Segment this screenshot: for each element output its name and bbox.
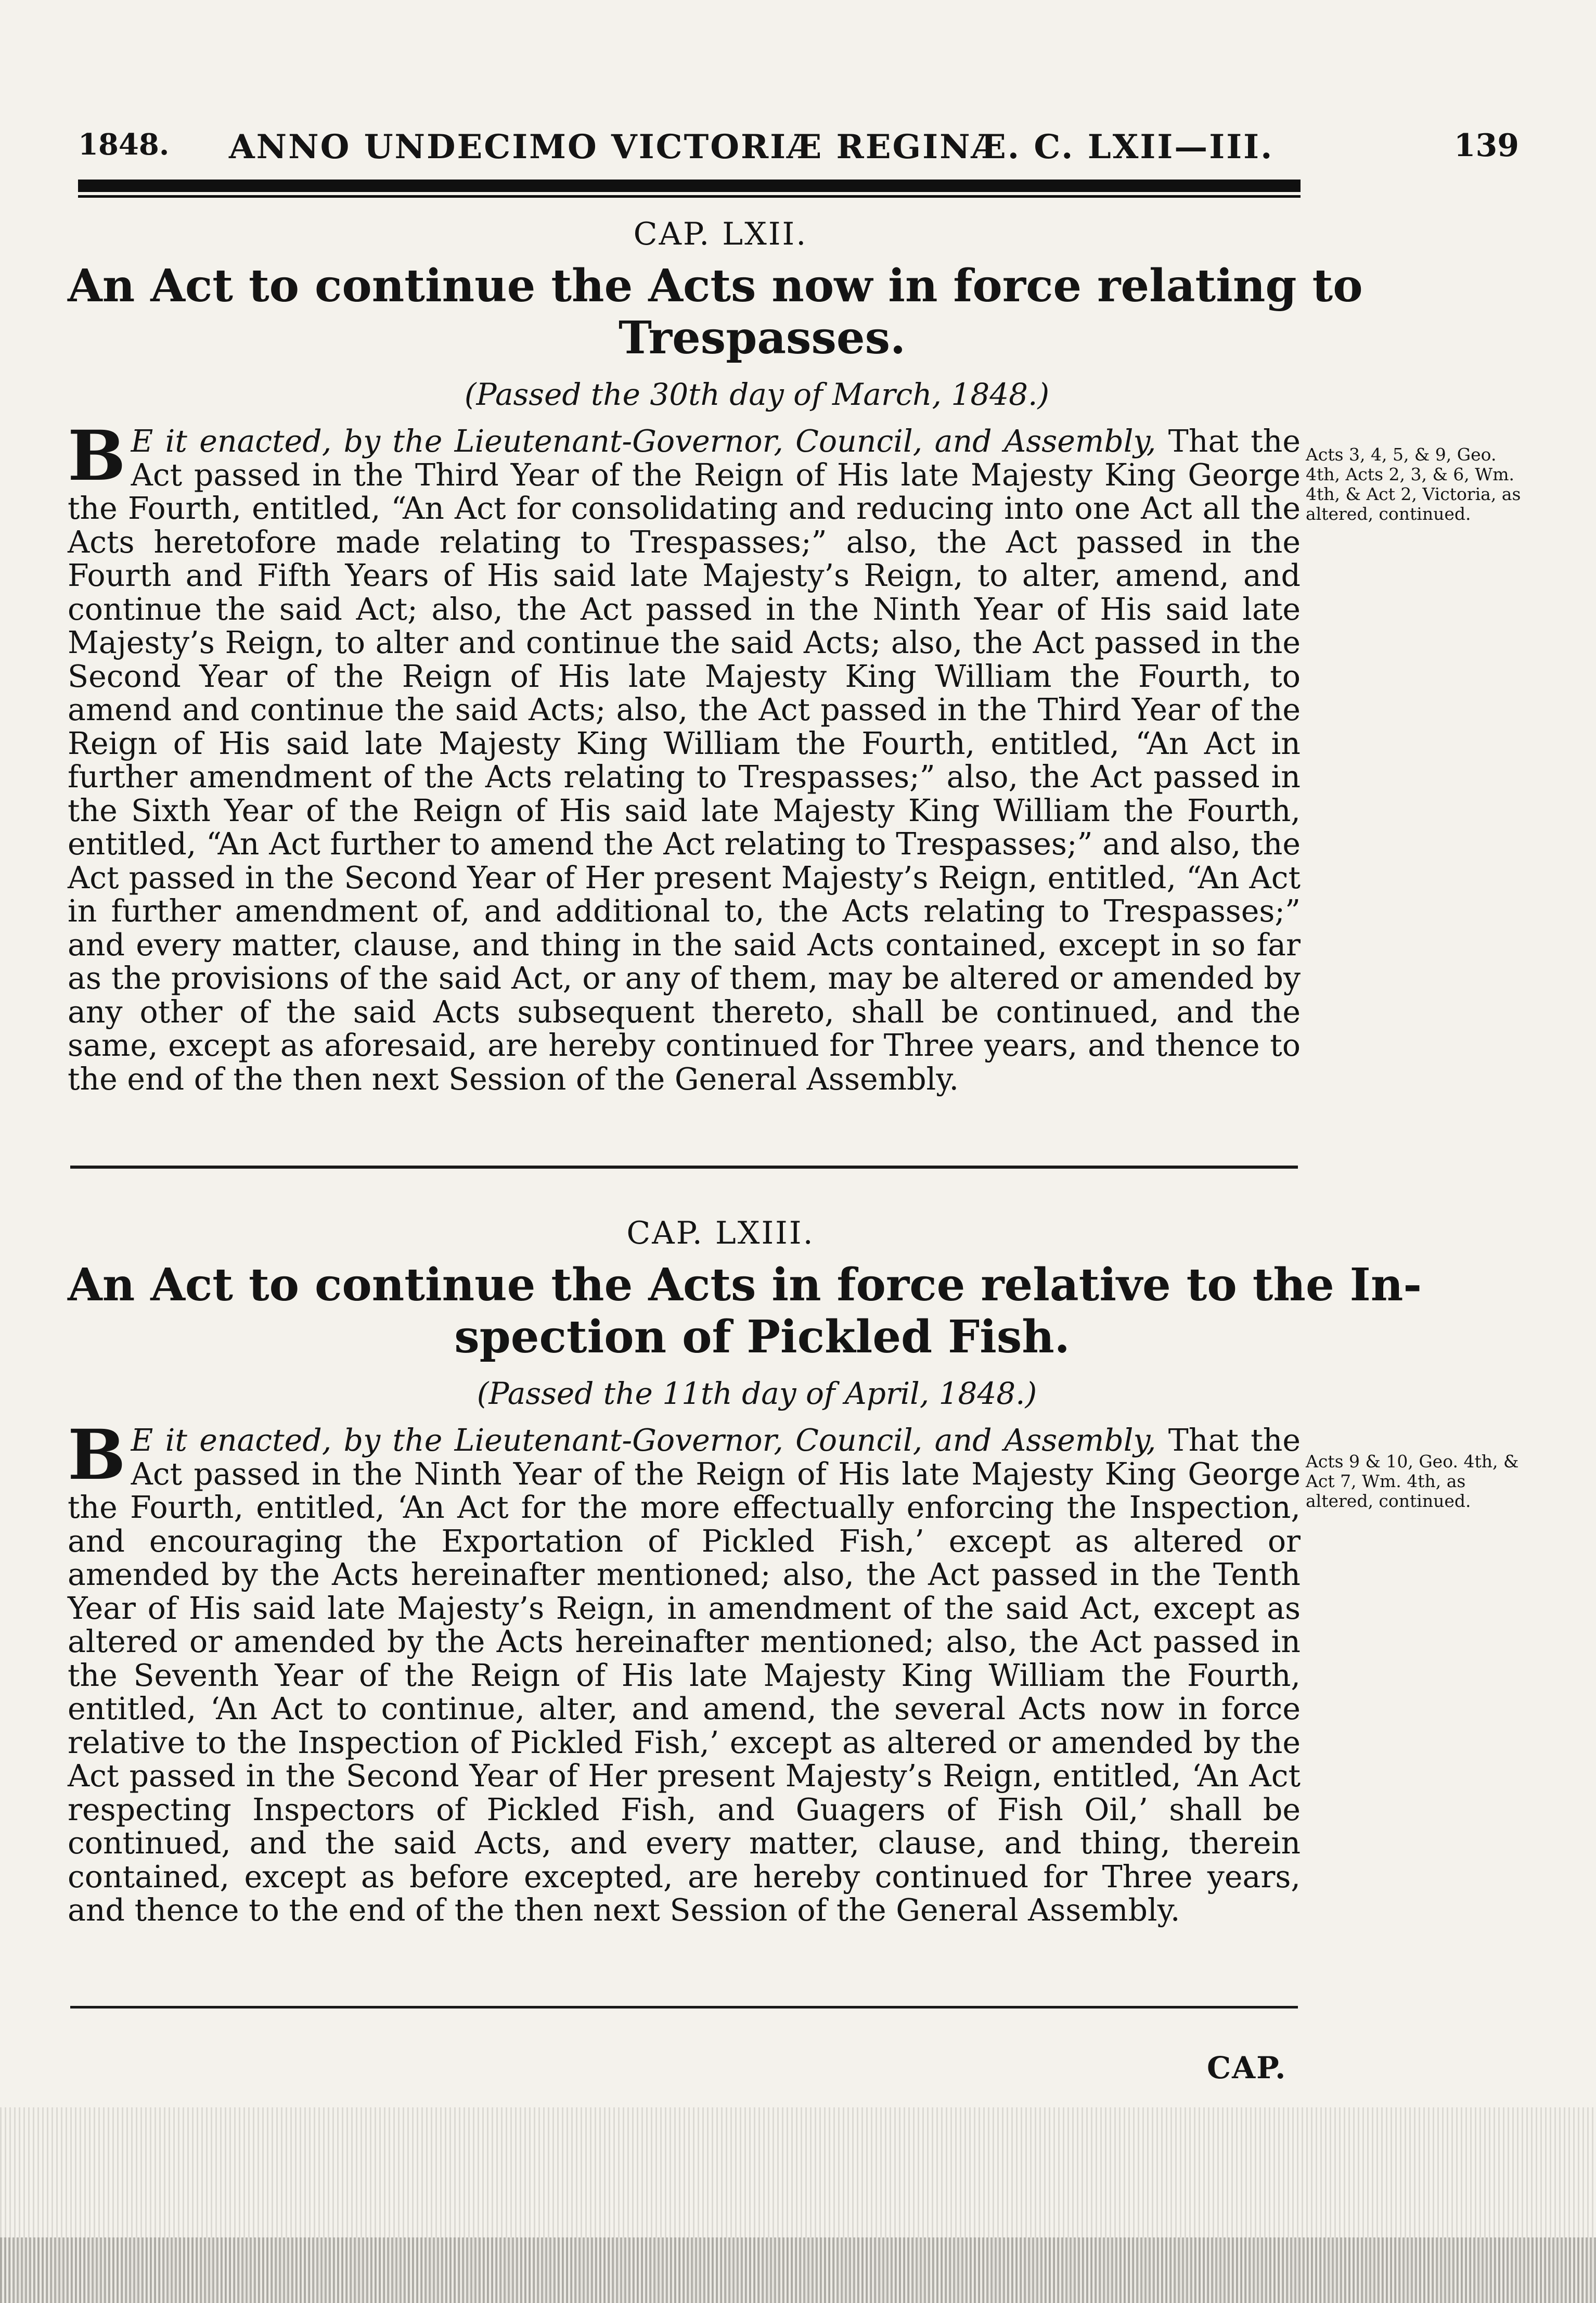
act-title-line-1: An Act to continue the Acts now in force relating to — [68, 260, 1363, 312]
enacting-clause: E it enacted, by the Lieutenant-Governor, Council, and Assembly, — [131, 424, 1156, 459]
cap-heading: CAP. LXII. — [633, 216, 808, 252]
margin-note: Acts 3, 4, 5, & 9, Geo. 4th, Acts 2, 3, & 6, Wm. 4th, & Act 2, Victoria, as altered, continued. — [1306, 444, 1521, 524]
running-head — [78, 127, 1519, 174]
act-title-line-1: An Act to continue the Acts in force relative to the In- — [68, 1259, 1422, 1311]
bottom-rule — [70, 2006, 1298, 2008]
act-title — [68, 260, 1363, 364]
cap-heading: CAP. LXIII. — [626, 1215, 815, 1251]
act-title-line-2: spection of Pickled Fish. — [454, 1311, 1070, 1363]
passed-date: (Passed the 11th day of April, 1848.) — [477, 1376, 1037, 1411]
passed-date: (Passed the 30th day of March, 1848.) — [464, 377, 1050, 412]
section-divider — [70, 1166, 1298, 1169]
act-body — [68, 416, 1301, 1097]
act-title-line-2: Trespasses. — [619, 312, 906, 364]
scan-noise-dark — [0, 2237, 1596, 2303]
act-body — [68, 1415, 1301, 1928]
act-title — [68, 1259, 1422, 1363]
act-cap-lxii — [68, 213, 1363, 1097]
running-head-year: 1848. — [78, 127, 170, 162]
act-body-text: That the Act passed in the Third Year of the Reign of His late Majesty King George the Fourth, entitled, “An Act for consolidating and reducing into one Act all the Acts heretofore made relating to Trespasses;” also, the Act passed in the Fourth and Fifth Years of His said late Majesty’s Reign, to alter, amend, and continue the said Act; also, the Act passed in the Ninth Year of His said late Majesty’s Reign, to alter and continue the said Acts; also, the Act passed in the Second Year of the Reign of His late Majesty King William the Fourth, to amend and continue the said Acts; also, the Act passed in the Third Year of the Reign of His said late Majesty King William the Fourth, entitled, “An Act in further amendment of the Acts relating to Trespasses;” also, the Act passed in the Sixth Year of the Reign of His said late Majesty King William the Fourth, entitled, “An Act further to amend the Act relating to Trespasses;” and also, the Act passed in the Second Year of Her present Majesty’s Reign, entitled, “An Act in further amendment of, and additional to, the Acts relating to Trespasses;” and every matter, clause, and thing in the said Acts contained, except in so far as the provisions of the said Act, or any of them, may be altered or amended by any other of the said Acts subsequent thereto, shall be continued, and the same, except as aforesaid, are hereby continued for Three years, and thence to the end of the then next Session of the General Assembly. — [68, 424, 1301, 1097]
page-number: 139 — [1453, 127, 1519, 164]
catchword: CAP. — [1207, 2050, 1287, 2086]
drop-cap: B — [68, 1415, 126, 1495]
enacting-clause: E it enacted, by the Lieutenant-Governor, Council, and Assembly, — [131, 1423, 1156, 1458]
header-rule — [78, 180, 1301, 192]
margin-note: Acts 9 & 10, Geo. 4th, & Act 7, Wm. 4th, as altered, continued. — [1306, 1451, 1519, 1511]
drop-cap: B — [68, 416, 126, 496]
act-body-text: That the Act passed in the Ninth Year of the Reign of His late Majesty King George the Fourth, entitled, ‘An Act for the more effectually enforcing the Inspection, and encouraging the Exportation of Pickled Fish,’ except as altered or amended by the Acts hereinafter mentioned; also, the Act passed in the Tenth Year of His said late Majesty’s Reign, in amendment of the said Act, except as altered or amended by the Acts hereinafter mentioned; also, the Act passed in the Seventh Year of the Reign of His late Majesty King William the Fourth, entitled, ‘An Act to continue, alter, and amend, the several Acts now in force relative to the Inspection of Pickled Fish,’ except as altered or amended by the Act passed in the Second Year of Her present Majesty’s Reign, entitled, ‘An Act respecting Inspectors of Pickled Fish, and Guagers of Fish Oil,’ shall be continued, and the said Acts, and every matter, clause, and thing, therein contained, except as before excepted, are hereby continued for Three years, and thence to the end of the then next Session of the General Assembly. — [68, 1423, 1301, 1928]
running-head-title: ANNO UNDECIMO VICTORIÆ REGINÆ. C. LXII—III. — [229, 127, 1274, 167]
